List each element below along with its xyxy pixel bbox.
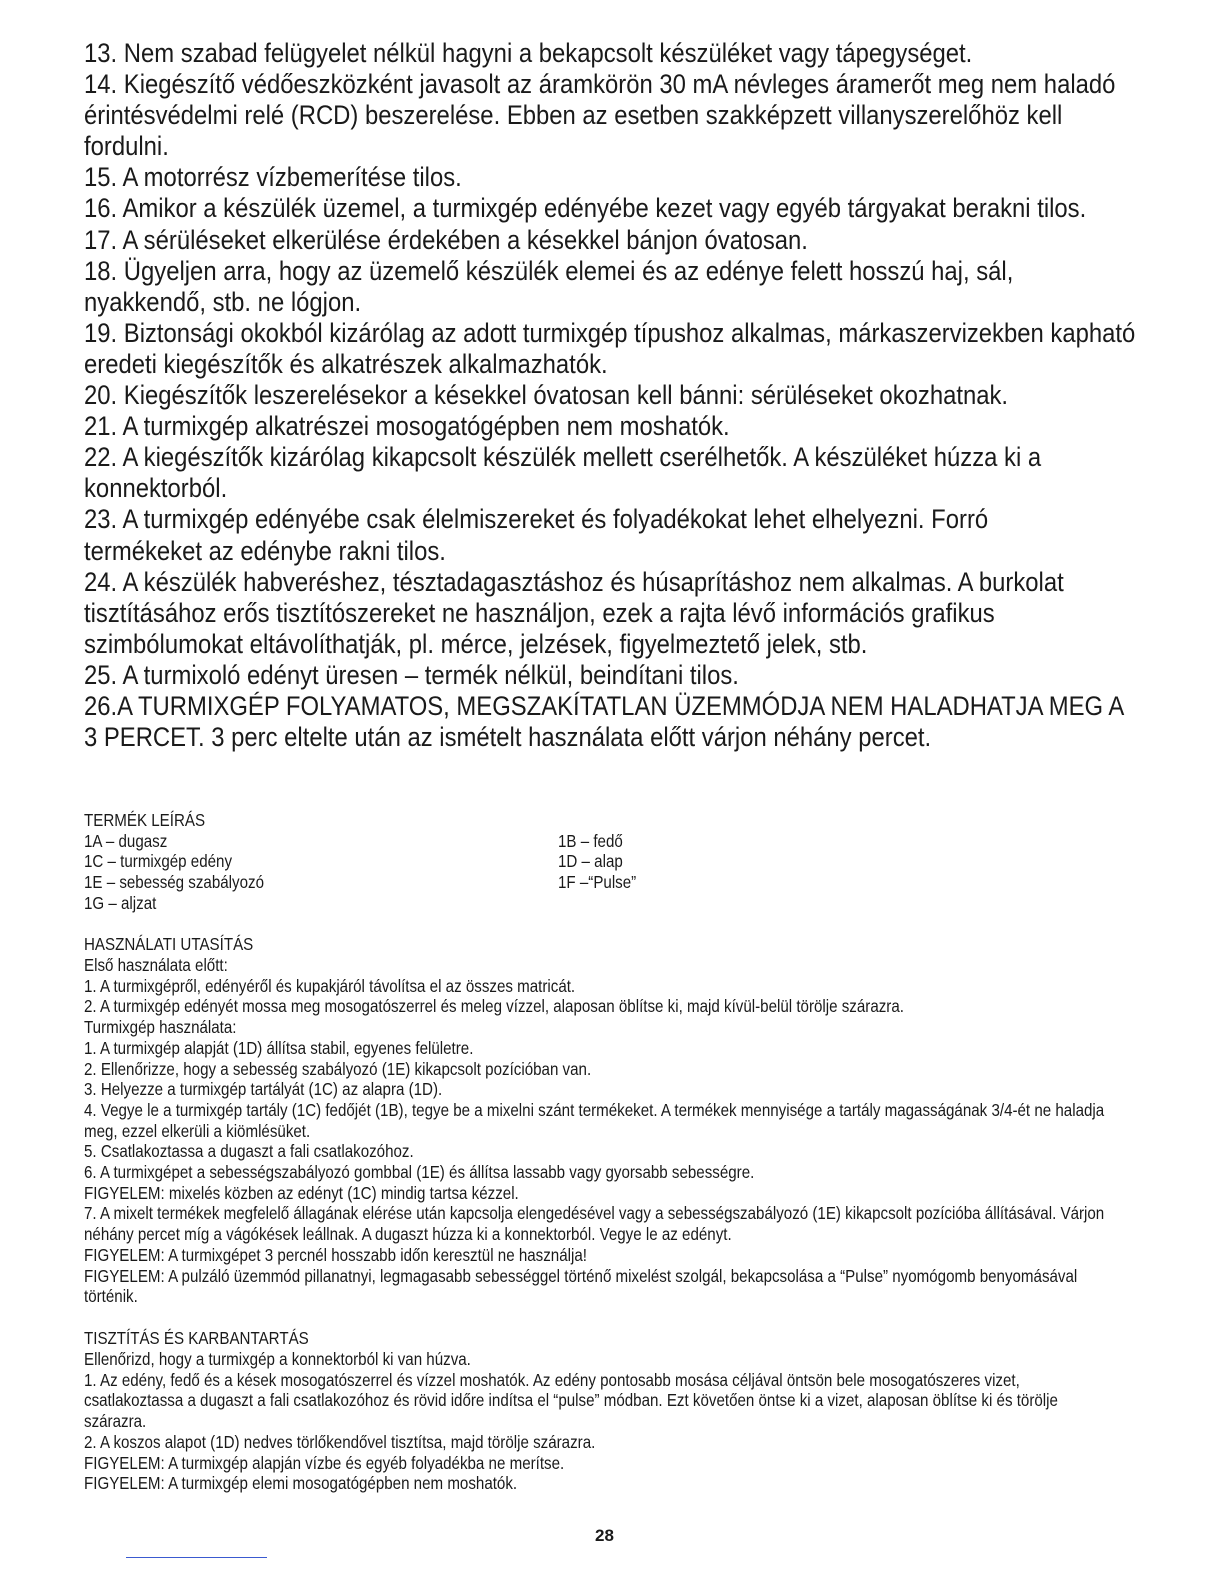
safety-item-21: 21. A turmixgép alkatrészei mosogatógépben nem moshatók.: [84, 411, 730, 442]
description-item: 1F –“Pulse”: [558, 872, 637, 893]
description-item: 1E – sebesség szabályozó: [84, 872, 265, 893]
safety-item-19: 19. Biztonsági okokból kizárólag az adott turmixgép típushoz alkalmas, márkaszervizekben kapható eredeti kiegészítők és alkatrészek alkalmazhatók.: [84, 317, 1136, 379]
usage-line: 2. Ellenőrizze, hogy a sebesség szabályozó (1E) kikapcsolt pozícióban van.: [84, 1058, 592, 1079]
usage-line: FIGYELEM: A pulzáló üzemmód pillanatnyi, legmagasabb sebességgel történő mixelést szolgál, bekapcsolása a “Pulse” nyomógomb benyomásával történik.: [84, 1265, 1078, 1307]
footer-divider: [126, 1557, 267, 1558]
description-item: 1G – aljzat: [84, 892, 157, 913]
usage-line: 4. Vegye le a turmixgép tartály (1C) fedőjét (1B), tegye be a mixelni szánt termékeket. A termékek mennyisége a tartály magasságának 3/4-ét ne haladja meg, ezzel elkerüli a kiömlésüket.: [84, 1099, 1105, 1141]
description-item: 1C – turmixgép edény: [84, 851, 233, 872]
usage-line: 6. A turmixgépet a sebességszabályozó gombbal (1E) és állítsa lassabb vagy gyorsabb sebességre.: [84, 1162, 755, 1183]
safety-item-14: 14. Kiegészítő védőeszközként javasolt az áramkörön 30 mA névleges áramerőt meg nem haladó érintésvédelmi relé (RCD) beszerelése. Ebben az esetben szakképzett villanyszerelőhöz kell fordulni.: [84, 69, 1116, 162]
safety-item-13: 13. Nem szabad felügyelet nélkül hagyni a bekapcsolt készüléket vagy tápegységet.: [84, 38, 973, 68]
usage-line: 3. Helyezze a turmixgép tartályát (1C) az alapra (1D).: [84, 1079, 443, 1100]
safety-item-16: 16. Amikor a készülék üzemel, a turmixgép edényébe kezet vagy egyéb tárgyakat berakni tilos.: [84, 193, 1087, 224]
description-right-column: [558, 831, 636, 893]
usage-instructions: [84, 955, 1116, 1307]
usage-line: 2. A turmixgép edényét mossa meg mosogatószerrel és meleg vízzel, alaposan öblítse ki, majd kívül-belül törölje szárazra.: [84, 996, 904, 1017]
usage-line: FIGYELEM: mixelés közben az edényt (1C) mindig tartsa kézzel.: [84, 1182, 519, 1203]
safety-item-15: 15. A motorrész vízbemerítése tilos.: [84, 162, 462, 193]
usage-line: Első használata előtt:: [84, 955, 228, 975]
usage-line: Turmixgép használata:: [84, 1017, 237, 1038]
cleaning-title: TISZTÍTÁS ÉS KARBANTARTÁS: [84, 1328, 309, 1348]
description-item: 1D – alap: [558, 851, 623, 872]
cleaning-line: 1. Az edény, fedő és a kések mosogatószerrel és vízzel moshatók. Az edény pontosabb mosása céljával öntsön bele mosogatószeres vizet, csatlakoztassa a dugaszt a fali csatlakozóhoz és rövid időre indítsa el “pulse” módban. Ezt követően öntse ki a vizet, alaposan öblítse ki és törölje szárazra.: [84, 1369, 1058, 1432]
usage-title: HASZNÁLATI UTASÍTÁS: [84, 934, 254, 954]
product-description-title: TERMÉK LEÍRÁS: [84, 810, 206, 830]
safety-item-24: 24. A készülék habveréshez, tésztadagasztáshoz és húsaprításhoz nem alkalmas. A burkolat tisztításához erős tisztítószereket ne használjon, ezek a rajta lévő információs grafikus szimbólumokat eltávolíthatják, pl. mérce, jelzések, figyelmeztető jelek, stb.: [84, 566, 1064, 659]
description-left-column: [84, 831, 264, 914]
safety-item-26: 26.A TURMIXGÉP FOLYAMATOS, MEGSZAKÍTATLAN ÜZEMMÓDJA NEM HALADHATJA MEG A 3 PERCET. 3 perc eltelte után az ismételt használata előtt várjon néhány percet.: [84, 690, 1124, 753]
safety-instructions: [84, 38, 1146, 753]
safety-item-18: 18. Ügyeljen arra, hogy az üzemelő készülék elemei és az edénye felett hosszú haj, sál, nyakkendő, stb. ne lógjon.: [84, 255, 1014, 317]
cleaning-line: 2. A koszos alapot (1D) nedves törlőkendővel tisztítsa, majd törölje szárazra.: [84, 1431, 596, 1452]
usage-line: FIGYELEM: A turmixgépet 3 percnél hosszabb időn keresztül ne használja!: [84, 1244, 587, 1265]
cleaning-instructions: [84, 1349, 1116, 1494]
usage-line: 7. A mixelt termékek megfelelő állagának elérése után kapcsolja elengedésével vagy a sebességszabályozó (1E) kikapcsolt pozícióba állításával. Várjon néhány percet míg a vágókések leállnak. A dugaszt húzza ki a konnektorból. Vegye le az edényt.: [84, 1203, 1105, 1245]
cleaning-line: FIGYELEM: A turmixgép elemi mosogatógépben nem moshatók.: [84, 1473, 518, 1494]
usage-line: 1. A turmixgépről, edényéről és kupakjáról távolítsa el az összes matricát.: [84, 975, 576, 996]
safety-item-25: 25. A turmixoló edényt üresen – termék nélkül, beindítani tilos.: [84, 659, 739, 690]
usage-line: 1. A turmixgép alapját (1D) állítsa stabil, egyenes felületre.: [84, 1037, 474, 1058]
description-item: 1B – fedő: [558, 830, 623, 851]
description-item: 1A – dugasz: [84, 830, 168, 851]
cleaning-line: FIGYELEM: A turmixgép alapján vízbe és egyéb folyadékba ne merítse.: [84, 1452, 565, 1473]
safety-item-22: 22. A kiegészítők kizárólag kikapcsolt készülék mellett cserélhetők. A készüléket húzza ki a konnektorból.: [84, 442, 1042, 504]
safety-item-20: 20. Kiegészítők leszerelésekor a késekkel óvatosan kell bánni: sérüléseket okozhatnak.: [84, 380, 1009, 411]
page-number: 28: [595, 1526, 614, 1545]
safety-item-17: 17. A sérüléseket elkerülése érdekében a késekkel bánjon óvatosan.: [84, 224, 808, 255]
usage-line: 5. Csatlakoztassa a dugaszt a fali csatlakozóhoz.: [84, 1141, 414, 1162]
cleaning-line: Ellenőrizd, hogy a turmixgép a konnektorból ki van húzva.: [84, 1349, 471, 1369]
safety-item-23: 23. A turmixgép edényébe csak élelmiszereket és folyadékokat lehet elhelyezni. Forró termékeket az edénybe rakni tilos.: [84, 504, 989, 566]
